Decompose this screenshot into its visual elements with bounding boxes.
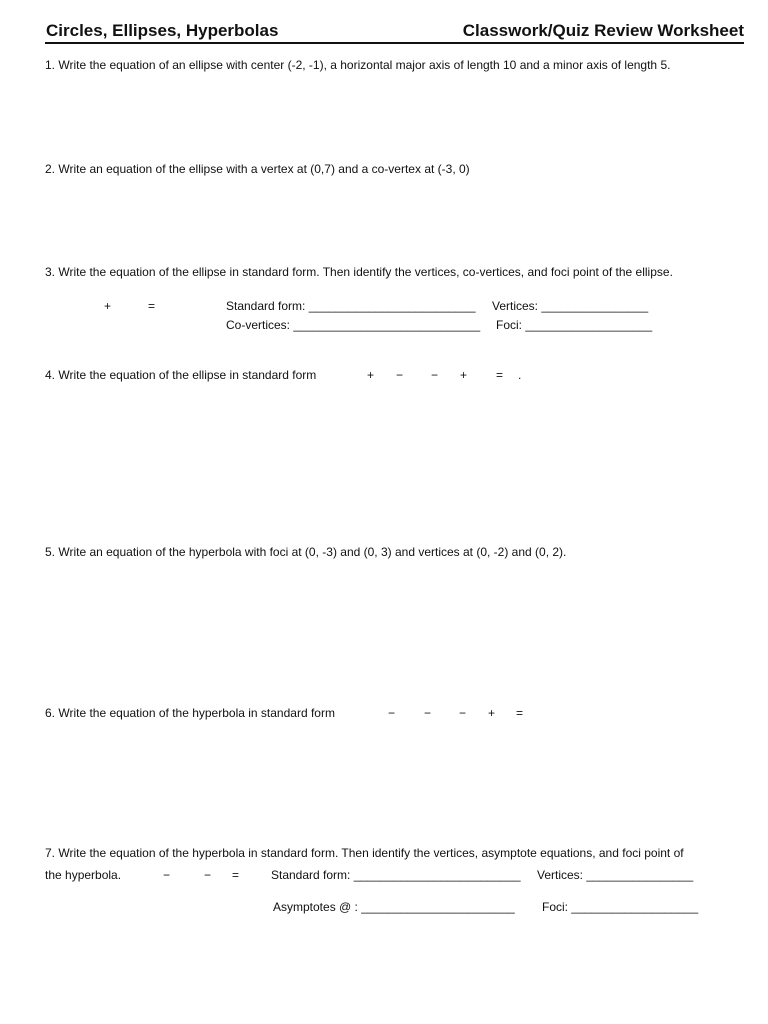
q7-vertices-blank[interactable]: Vertices: ________________ bbox=[537, 868, 694, 882]
q4-sign-1: + bbox=[367, 368, 375, 382]
question-3: 3. Write the equation of the ellipse in standard form. Then identify the vertices, co-vertices, and foci point of the ellipse. bbox=[45, 265, 673, 279]
q4-period: . bbox=[518, 368, 522, 382]
q4-sign-3: − bbox=[431, 368, 439, 382]
question-2: 2. Write an equation of the ellipse with a vertex at (0,7) and a co-vertex at (-3, 0) bbox=[45, 162, 470, 176]
q6-sign-5: = bbox=[516, 706, 524, 720]
q7-standard-form-blank[interactable]: Standard form: _________________________ bbox=[271, 868, 521, 882]
q6-sign-1: − bbox=[388, 706, 396, 720]
q7-foci-blank[interactable]: Foci: ___________________ bbox=[542, 900, 699, 914]
q3-equals-sign: = bbox=[148, 299, 156, 313]
q3-co-vertices-blank[interactable]: Co-vertices: ____________________________ bbox=[226, 318, 481, 332]
q7-sign-1: − bbox=[163, 868, 171, 882]
q6-sign-3: − bbox=[459, 706, 467, 720]
q7-sign-2: − bbox=[204, 868, 212, 882]
q3-standard-form-blank[interactable]: Standard form: _________________________ bbox=[226, 299, 476, 313]
q4-sign-2: − bbox=[396, 368, 404, 382]
q3-vertices-blank[interactable]: Vertices: ________________ bbox=[492, 299, 649, 313]
q4-sign-5: = bbox=[496, 368, 504, 382]
q6-sign-2: − bbox=[424, 706, 432, 720]
q4-sign-4: + bbox=[460, 368, 468, 382]
q3-plus-sign: + bbox=[104, 299, 112, 313]
q3-foci-blank[interactable]: Foci: ___________________ bbox=[496, 318, 653, 332]
question-7-continued: the hyperbola. bbox=[45, 868, 122, 882]
worksheet-subtitle: Classwork/Quiz Review Worksheet bbox=[462, 21, 744, 40]
worksheet-title: Circles, Ellipses, Hyperbolas bbox=[46, 21, 279, 40]
q7-equals-sign: = bbox=[232, 868, 240, 882]
q7-asymptotes-blank[interactable]: Asymptotes @ : _______________________ bbox=[273, 900, 515, 914]
question-5: 5. Write an equation of the hyperbola with foci at (0, -3) and (0, 3) and vertices at (0, -2) and (0, 2). bbox=[45, 545, 567, 559]
question-7: 7. Write the equation of the hyperbola in standard form. Then identify the vertices, asymptote equations, and foci point of bbox=[45, 846, 684, 860]
question-1: 1. Write the equation of an ellipse with center (-2, -1), a horizontal major axis of length 10 and a minor axis of length 5. bbox=[45, 58, 671, 72]
question-6: 6. Write the equation of the hyperbola in standard form bbox=[45, 706, 335, 720]
q6-sign-4: + bbox=[488, 706, 496, 720]
worksheet-header bbox=[45, 18, 744, 44]
question-4: 4. Write the equation of the ellipse in standard form bbox=[45, 368, 317, 382]
